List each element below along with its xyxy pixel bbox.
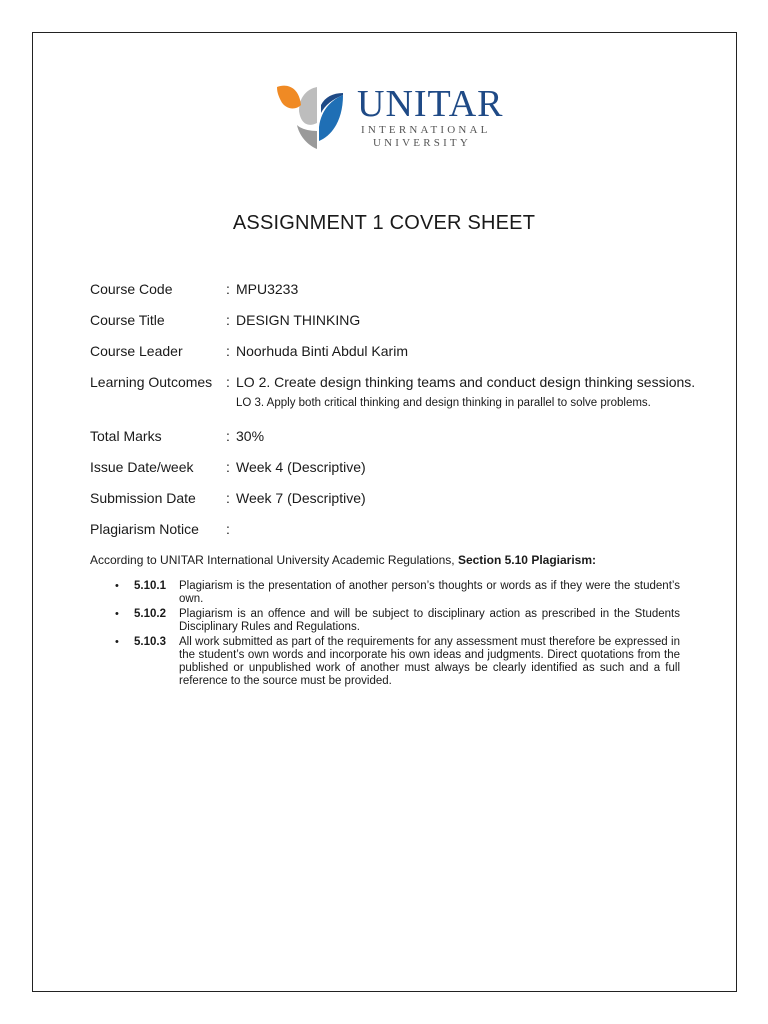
field-colon: : [226, 281, 230, 297]
field-colon: : [226, 459, 230, 475]
field-colon: : [226, 490, 230, 506]
list-item [112, 608, 680, 634]
logo-emblem-icon [277, 75, 357, 155]
field-label: Course Leader [90, 343, 183, 359]
field-label: Course Code [90, 281, 173, 297]
field-colon: : [226, 521, 230, 537]
intro-section-ref: Section 5.10 Plagiarism: [457, 553, 597, 567]
page-border [32, 32, 737, 992]
field-colon: : [226, 428, 230, 444]
field-value: Week 4 (Descriptive) [236, 459, 366, 475]
field-label: Plagiarism Notice [90, 521, 199, 537]
rule-text: Plagiarism is an offence and will be subject to disciplinary action as prescribed in the Students Disciplinary Rules and Regulations. [179, 608, 680, 633]
page-title: ASSIGNMENT 1 COVER SHEET [232, 212, 536, 234]
field-value: LO 2. Create design thinking teams and conduct design thinking sessions. [236, 374, 696, 390]
field-label: Total Marks [90, 428, 162, 444]
bullet-icon: • [115, 608, 119, 620]
intro-text: According to UNITAR International University Academic Regulations, [90, 553, 458, 567]
field-value: 30% [236, 428, 265, 444]
field-value: MPU3233 [236, 281, 299, 297]
rule-number: 5.10.1 [134, 580, 166, 592]
unitar-logo [277, 75, 504, 155]
field-value: Noorhuda Binti Abdul Karim [236, 343, 408, 359]
plagiarism-rules-list [112, 580, 680, 690]
field-label: Submission Date [90, 490, 196, 506]
field-label: Issue Date/week [90, 459, 194, 475]
rule-number: 5.10.3 [134, 636, 166, 648]
field-label: Learning Outcomes [90, 374, 213, 390]
rule-text: Plagiarism is the presentation of another person’s thoughts or words as if they were the student’s own. [179, 580, 680, 605]
field-value: Week 7 (Descriptive) [236, 490, 366, 506]
field-colon: : [226, 343, 230, 359]
field-colon: : [226, 312, 230, 328]
logo-name: UNITAR [357, 83, 504, 125]
list-item [112, 636, 680, 688]
list-item [112, 580, 680, 606]
logo-subtitle-international: INTERNATIONAL [361, 124, 491, 136]
field-colon: : [226, 374, 230, 390]
plagiarism-intro [90, 553, 596, 567]
logo-subtitle-university: UNIVERSITY [373, 137, 471, 149]
rule-number: 5.10.2 [134, 608, 166, 620]
field-label: Course Title [90, 312, 165, 328]
bullet-icon: • [115, 636, 119, 648]
field-value: DESIGN THINKING [236, 312, 361, 328]
learning-outcome-lo3: LO 3. Apply both critical thinking and design thinking in parallel to solve problems. [236, 397, 651, 409]
rule-text: All work submitted as part of the requirements for any assessment must therefore be expressed in the student’s own words and incorporate his own ideas and judgments. Direct quotations from the published or unpublished work of another must always be clearly identified as such and a full reference to the source must be provided. [179, 636, 680, 687]
bullet-icon: • [115, 580, 119, 592]
